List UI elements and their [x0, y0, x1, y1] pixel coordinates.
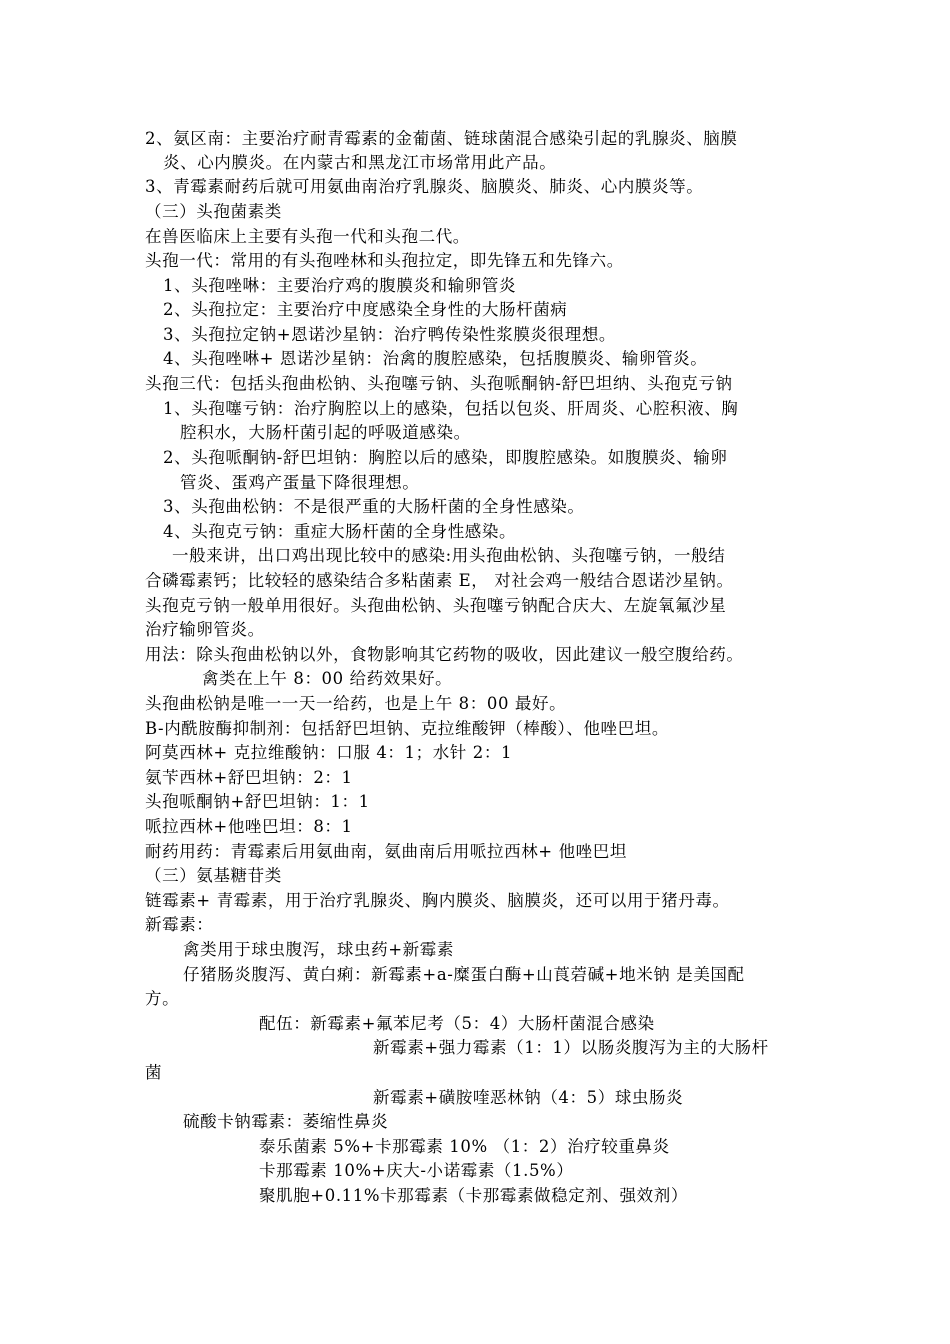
text-line: 新霉素+磺胺喹恶林钠（4：5）球虫肠炎: [373, 1088, 684, 1107]
list-item: 3、头孢曲松钠：不是很严重的大肠杆菌的全身性感染。: [163, 497, 585, 516]
text-line: 氨苄西林+舒巴坦钠：2：1: [145, 768, 353, 787]
text-line: 禽类用于球虫腹泻，球虫药+新霉素: [183, 940, 454, 959]
text-line: 炎、心内膜炎。在内蒙古和黑龙江市场常用此产品。: [163, 153, 557, 172]
list-item: 3、头孢拉定钠+恩诺沙星钠：治疗鸭传染性浆膜炎很理想。: [163, 325, 617, 344]
text-line: 方。: [145, 989, 180, 1008]
text-line: 3、青霉素耐药后就可用氨曲南治疗乳腺炎、脑膜炎、肺炎、心内膜炎等。: [145, 177, 704, 196]
text-line: 在兽医临床上主要有头孢一代和头孢二代。: [145, 227, 470, 246]
text-line: 聚肌胞+0.11%卡那霉素（卡那霉素做稳定剂、强效剂）: [259, 1186, 688, 1205]
list-item-continuation: 腔积水，大肠杆菌引起的呼吸道感染。: [180, 423, 471, 442]
text-line: 一般来讲，出口鸡出现比较中的感染:用头孢曲松钠、头孢噻亏钠，一般结: [172, 546, 726, 565]
text-line: 阿莫西林+ 克拉维酸钠：口服 4：1；水针 2：1: [145, 743, 513, 762]
section-heading: （三）氨基糖苷类: [145, 866, 282, 885]
text-line: 头孢哌酮钠+舒巴坦钠：1：1: [145, 792, 370, 811]
text-line: 菌: [145, 1063, 163, 1082]
text-line: 新霉素：: [145, 915, 214, 934]
list-item: 2、头孢拉定：主要治疗中度感染全身性的大肠杆菌病: [163, 300, 568, 319]
text-line: 治疗输卵管炎。: [145, 620, 265, 639]
text-line: 链霉素+ 青霉素，用于治疗乳腺炎、胸内膜炎、脑膜炎，还可以用于猪丹毒。: [145, 891, 730, 910]
text-line: 硫酸卡钠霉素：萎缩性鼻炎: [183, 1112, 389, 1131]
section-heading: （三）头孢菌素类: [145, 202, 282, 221]
text-line: 仔猪肠炎腹泻、黄白痢：新霉素+a-糜蛋白酶+山莨菪碱+地米钠 是美国配: [183, 965, 745, 984]
list-item: 2、头孢哌酮钠-舒巴坦钠：胸腔以后的感染，即腹腔感染。如腹膜炎、输卵: [163, 448, 728, 467]
text-line: 用法：除头孢曲松钠以外，食物影响其它药物的吸收，因此建议一般空腹给药。: [145, 645, 744, 664]
text-line: 2、氨区南：主要治疗耐青霉素的金葡菌、链球菌混合感染引起的乳腺炎、脑膜: [145, 129, 738, 148]
text-line: 头孢三代：包括头孢曲松钠、头孢噻亏钠、头孢哌酮钠-舒巴坦纳、头孢克亏钠: [145, 374, 733, 393]
text-line: 泰乐菌素 5%+卡那霉素 10% （1：2）治疗较重鼻炎: [259, 1137, 670, 1156]
list-item: 4、头孢克亏钠：重症大肠杆菌的全身性感染。: [163, 522, 517, 541]
list-item: 1、头孢噻亏钠：治疗胸腔以上的感染，包括以包炎、肝周炎、心腔积液、胸: [163, 399, 739, 418]
text-line: 头孢曲松钠是唯一一天一给药，也是上午 8：00 最好。: [145, 694, 567, 713]
text-line: 新霉素+强力霉素（1：1）以肠炎腹泻为主的大肠杆: [373, 1038, 769, 1057]
text-line: 合磷霉素钙；比较轻的感染结合多粘菌素 E， 对社会鸡一般结合恩诺沙星钠。: [145, 571, 734, 590]
text-line: 禽类在上午 8：00 给药效果好。: [202, 669, 453, 688]
text-line: 头孢克亏钠一般单用很好。头孢曲松钠、头孢噻亏钠配合庆大、左旋氧氟沙星: [145, 596, 727, 615]
text-line: 哌拉西林+他唑巴坦：8：1: [145, 817, 353, 836]
text-line: 配伍：新霉素+氟苯尼考（5：4）大肠杆菌混合感染: [259, 1014, 655, 1033]
text-line: B-内酰胺酶抑制剂：包括舒巴坦钠、克拉维酸钾（棒酸）、他唑巴坦。: [145, 719, 669, 738]
text-line: 头孢一代：常用的有头孢唑林和头孢拉定，即先锋五和先锋六。: [145, 251, 624, 270]
list-item: 1、头孢唑啉：主要治疗鸡的腹膜炎和输卵管炎: [163, 276, 517, 295]
list-item: 4、头孢唑啉+ 恩诺沙星钠：治禽的腹腔感染，包括腹膜炎、输卵管炎。: [163, 349, 708, 368]
text-line: 耐药用药：青霉素后用氨曲南，氨曲南后用哌拉西林+ 他唑巴坦: [145, 842, 627, 861]
text-line: 卡那霉素 10%+庆大-小诺霉素（1.5%）: [259, 1161, 574, 1180]
list-item-continuation: 管炎、蛋鸡产蛋量下降很理想。: [180, 473, 420, 492]
